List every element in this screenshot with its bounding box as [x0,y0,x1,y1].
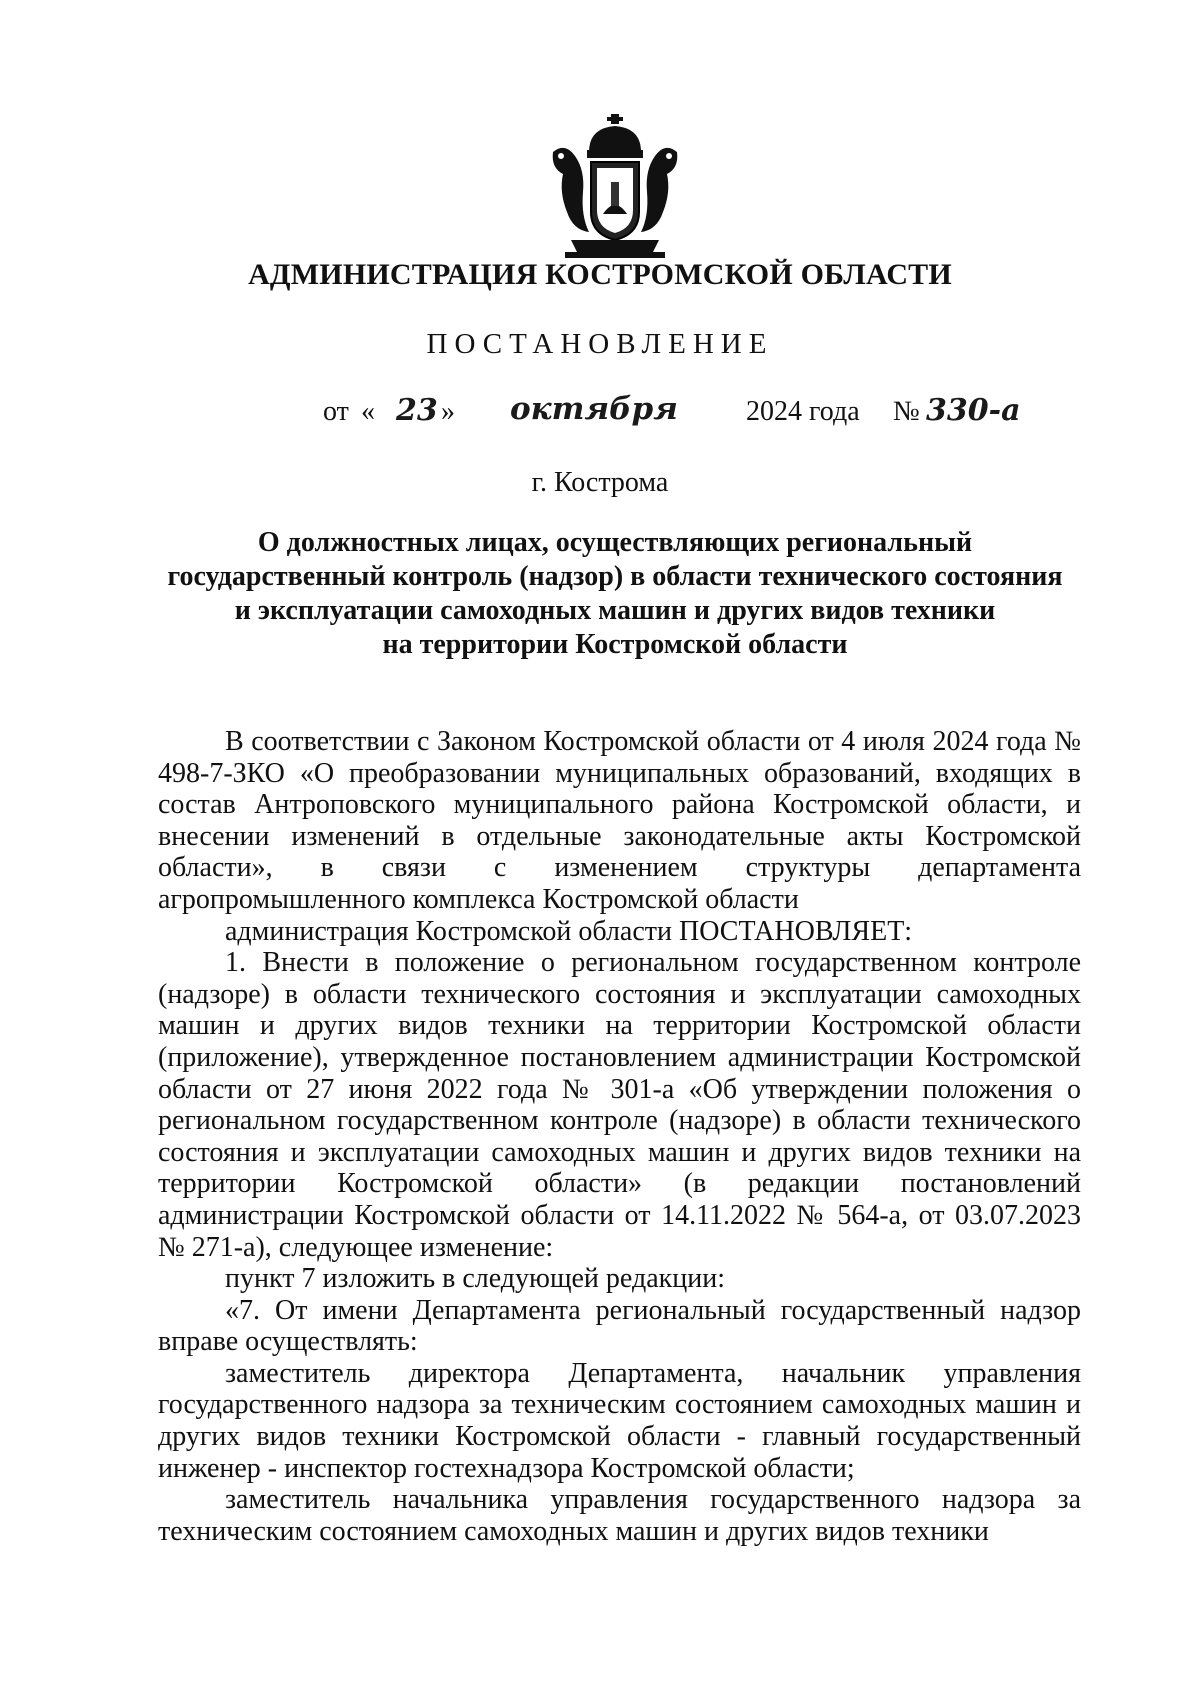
paragraph-point-7: «7. От имени Департамента региональный государственный надзор вправе осуществлять: [158,1294,1081,1358]
organization-title: АДМИНИСТРАЦИЯ КОСТРОМСКОЙ ОБЛАСТИ [248,258,952,291]
document-subject [150,526,1080,662]
subject-line: и эксплуатации самоходных машин и других видов техники [234,595,996,626]
subject-line: О должностных лицах, осуществляющих региональный [257,527,973,558]
document-type: ПОСТАНОВЛЕНИЕ [426,328,774,360]
date-year: 2024 года [746,396,860,427]
document-number: 330-а [926,393,1021,428]
document-body [158,726,1081,1547]
paragraph-resolves: администрация Костромской области ПОСТАНОВЛЯЕТ: [225,915,913,947]
paragraph-amendment: пункт 7 изложить в следующей редакции: [225,1263,725,1295]
date-open-quote: « [361,396,375,427]
paragraph-deputy-director: заместитель директора Департамента, начальник управления государственного надзора за техническим состоянием самоходных машин и других видов техники Костромской области - главный государственный инженер - инспектор гостехнадзора Костромской области; [158,1357,1081,1484]
number-sign: № [893,396,920,427]
subject-line: государственный контроль (надзор) в области технического состояния [167,561,1063,592]
paragraph-item-1: 1. Внести в положение о региональном государственном контроле (надзоре) в области технического состояния и эксплуатации самоходных машин и других видов техники на территории Костромской области (приложение), утвержденное постановлением администрации Костромской области от 27 июня 2022 года № 301-а «Об утверждении положения о региональном государственном контроле (надзоре) в области технического состояния и эксплуатации самоходных машин и других видов техники на территории Костромской области» (в редакции постановлений администрации Костромской области от 14.11.2022 № 564-а, от 03.07.2023 № 271-а), следующее изменение: [158,947,1081,1263]
date-number-line [0,391,1200,436]
date-day: 23 [396,393,438,428]
paragraph-preamble: В соответствии с Законом Костромской области от 4 июля 2024 года № 498-7-ЗКО «О преобразовании муниципальных образований, входящих в состав Антроповского муниципального района Костромской области, и внесении изменений в отдельные законодательные акты Костромской области», в связи с изменением структуры департамента агропромышленного комплекса Костромской области [158,726,1081,915]
subject-line: на территории Костромской области [382,629,848,660]
paragraph-deputy-head: заместитель начальника управления государственного надзора за техническим состоянием самоходных машин и других видов техники [158,1484,1081,1547]
date-prefix: от [323,396,349,427]
city: г. Кострома [531,467,669,498]
date-month: октября [510,391,678,427]
kostroma-coat-of-arms-icon [545,112,685,262]
date-close-quote: » [441,396,455,427]
